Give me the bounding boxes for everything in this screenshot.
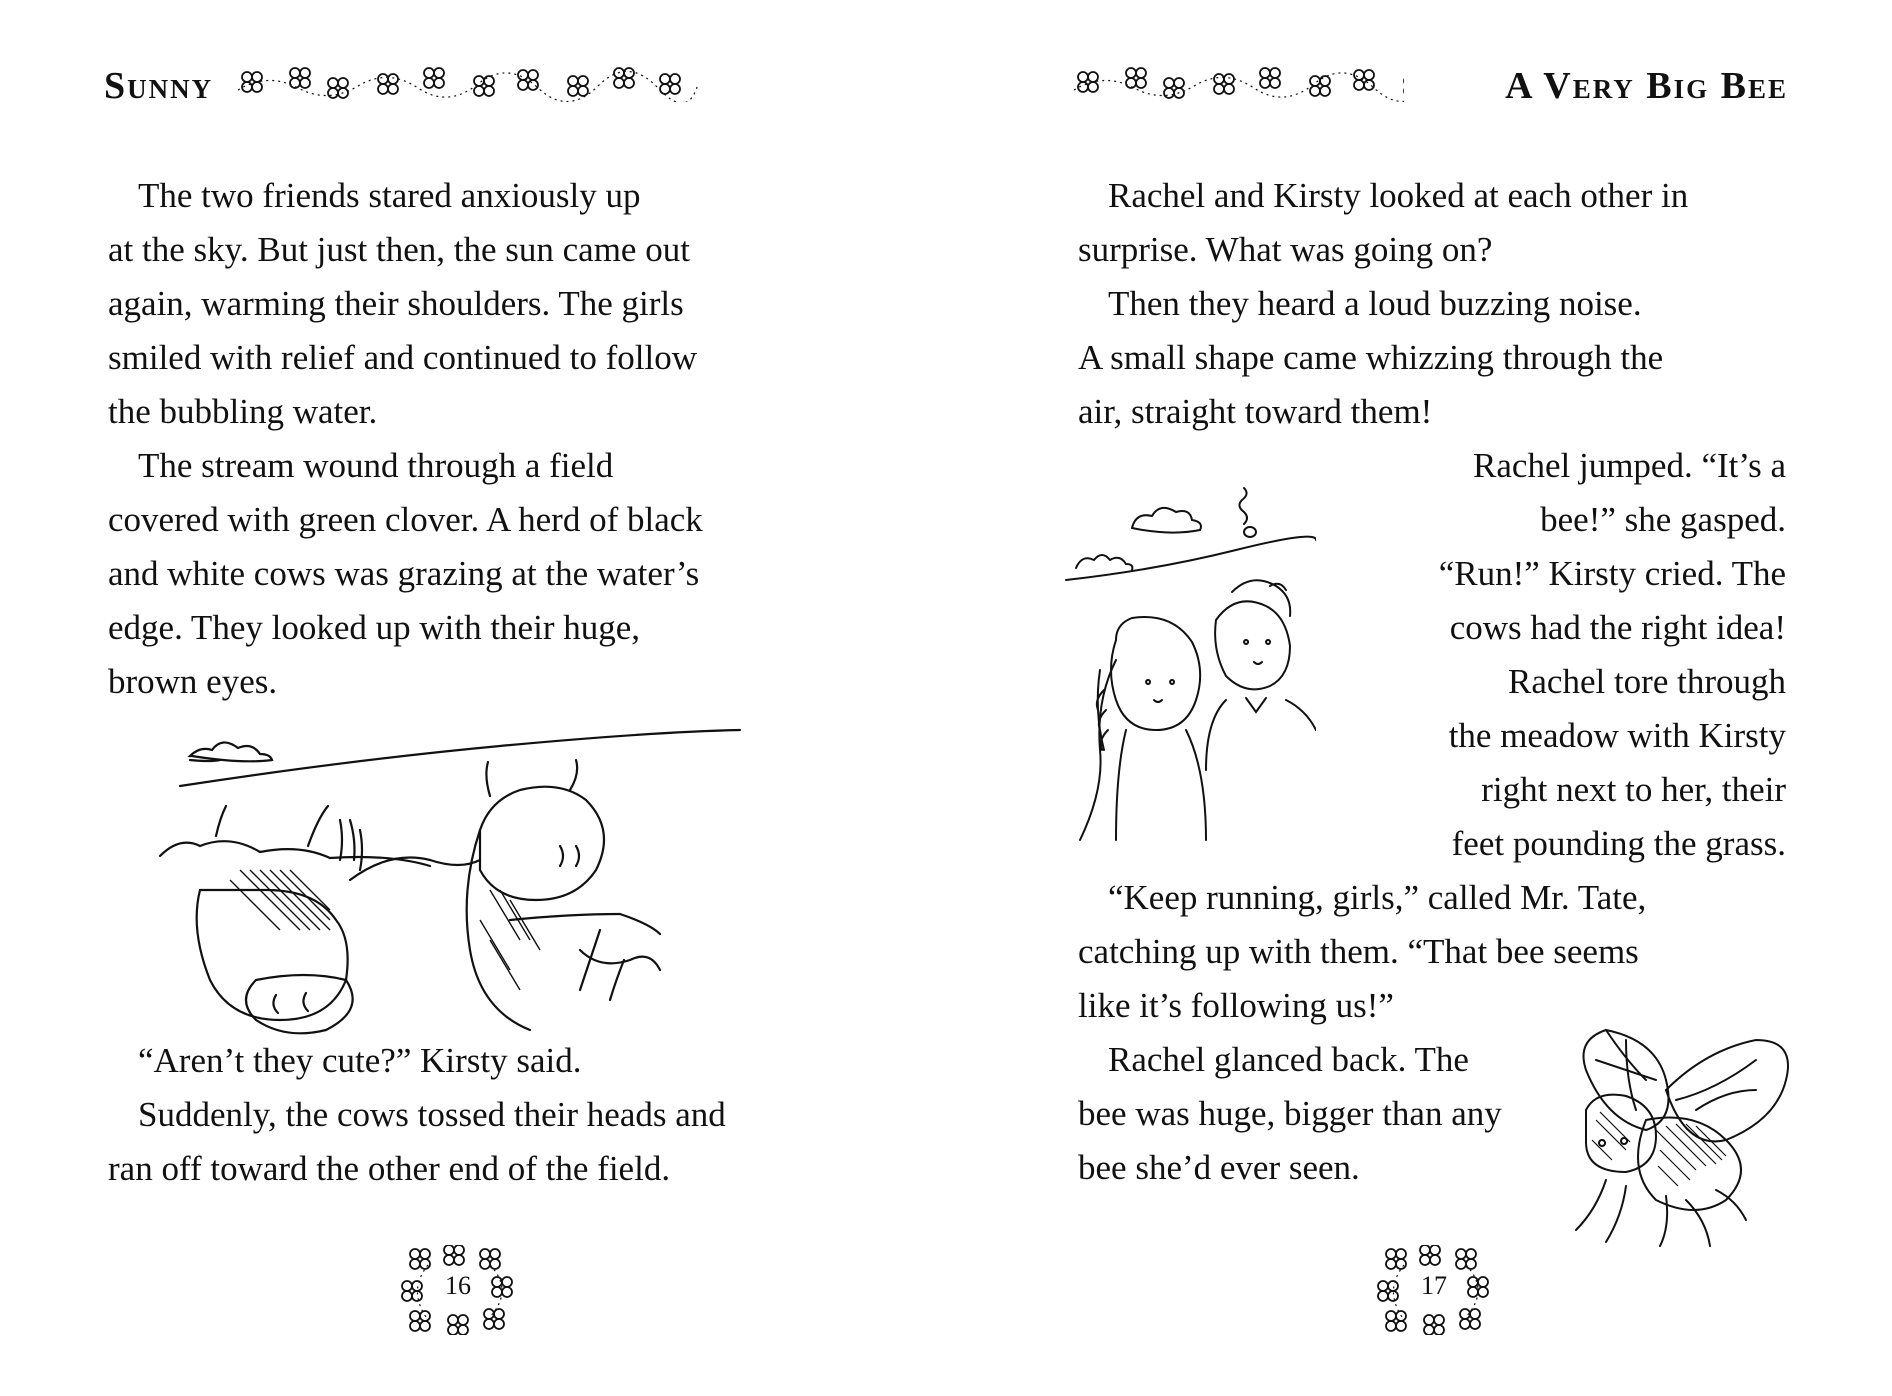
text-line: Suddenly, the cows tossed their heads and [138,1095,726,1134]
text-line: ran off toward the other end of the field. [108,1149,671,1188]
right-page [946,0,1892,1396]
text-line: “Run!” Kirsty cried. The [1438,554,1786,593]
bee-illustration [1566,1000,1806,1250]
text-line: Rachel and Kirsty looked at each other in [1108,176,1689,215]
text-line: catching up with them. “That bee seems [1078,932,1639,971]
text-line: bee she’d ever seen. [1078,1148,1360,1187]
text-line: at the sky. But just then, the sun came out [108,230,690,269]
text-line: cows had the right idea! [1449,608,1786,647]
paragraph-1 [108,169,703,709]
text-line: Rachel jumped. “It’s a [1473,446,1786,485]
clover-vine-icon [1074,62,1404,102]
text-line: right next to her, their [1481,770,1786,809]
text-line: surprise. What was going on? [1078,230,1493,269]
paragraph-3 [108,1034,726,1196]
text-line: air, straight toward them! [1078,392,1433,431]
text-line: bee was huge, bigger than any [1078,1094,1502,1133]
text-line: Rachel tore through [1508,662,1786,701]
text-line: the meadow with Kirsty [1448,716,1786,755]
text-line: the bubbling water. [108,392,378,431]
clover-vine-icon [238,62,718,102]
page-number-frame [1374,1245,1494,1335]
text-line: bee!” she gasped. [1540,500,1786,539]
cows-illustration [150,720,770,1040]
page-number-frame [398,1245,518,1335]
text-line: covered with green clover. A herd of black [108,500,703,539]
girls-illustration [1056,470,1316,850]
text-line: A small shape came whizzing through the [1078,338,1664,377]
text-line: The two friends stared anxiously up [138,176,641,215]
text-line: feet pounding the grass. [1451,824,1786,863]
running-head: A Very Big Bee [1505,65,1788,107]
text-line: like it’s following us!” [1078,986,1394,1025]
text-line: “Aren’t they cute?” Kirsty said. [138,1041,582,1080]
page-number: 17 [1421,1271,1447,1300]
text-line: Rachel glanced back. The [1108,1040,1469,1079]
text-line: brown eyes. [108,662,278,701]
text-line: edge. They looked up with their huge, [108,608,641,647]
text-line: The stream wound through a field [138,446,614,485]
paragraph-1 [1078,169,1688,439]
text-line: smiled with relief and continued to follow [108,338,698,377]
text-line: Then they heard a loud buzzing noise. [1108,284,1642,323]
page-number: 16 [445,1271,471,1300]
paragraph-2 [1439,439,1786,871]
running-head: Sunny [104,65,214,107]
paragraph-3 [1078,871,1646,1195]
text-line: again, warming their shoulders. The girls [108,284,684,323]
text-line: and white cows was grazing at the water’s [108,554,700,593]
text-line: “Keep running, girls,” called Mr. Tate, [1108,878,1647,917]
